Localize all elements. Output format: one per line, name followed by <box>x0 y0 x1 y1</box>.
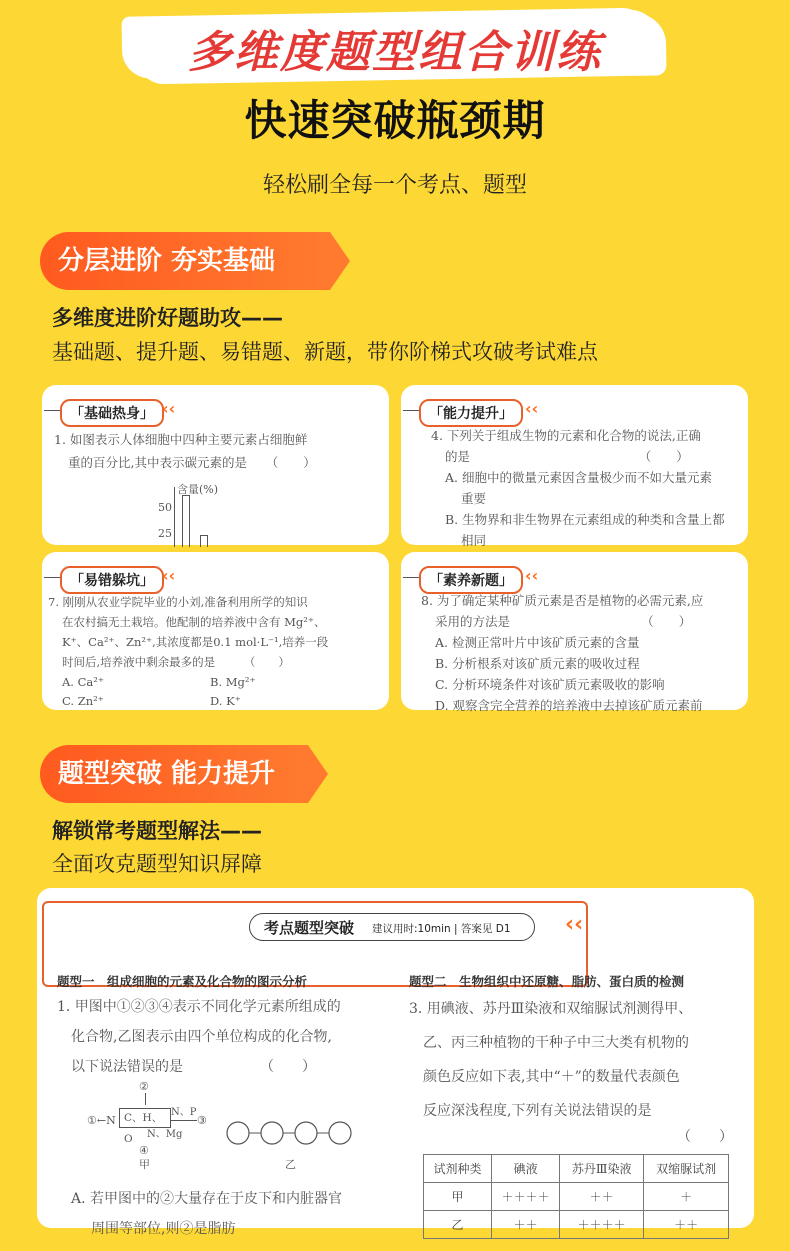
sample-page-card <box>37 888 754 1237</box>
question-line: 的是 （ ） <box>445 449 689 464</box>
option-line: 相同 <box>461 533 487 548</box>
question-line: 采用的方法是 （ ） <box>435 614 692 629</box>
tag-line <box>403 410 419 411</box>
card-tag: 「易错躲坑」 <box>60 566 164 594</box>
diagram-np-label: N、P <box>171 1107 197 1118</box>
double-chevron-left-icon: ‹‹ <box>162 566 176 585</box>
option-d: D. K⁺ <box>210 694 241 708</box>
table-cell: 甲 <box>424 1183 492 1211</box>
option-c: C. 分析环境条件对该矿质元素吸收的影响 <box>435 677 665 692</box>
chart-bar <box>200 535 208 547</box>
card-tag: 「能力提升」 <box>419 399 523 427</box>
tagline: 轻松刷全每一个考点、题型 <box>262 173 527 198</box>
question-line: 1. 如图表示人体细胞中四种主要元素占细胞鲜 <box>54 432 308 447</box>
option-b: B. 分析根系对该矿质元素的吸收过程 <box>435 656 640 671</box>
chart-bar <box>182 495 190 547</box>
question-line: 化合物,乙图表示由四个单位构成的化合物, <box>71 1029 332 1045</box>
diagram-label-4: ④ <box>139 1144 149 1157</box>
question-line: 以下说法错误的是 （ ） <box>71 1059 316 1075</box>
option-line: 重要 <box>461 491 487 506</box>
ribbon-arrow-icon <box>308 745 328 803</box>
diagram-arrow <box>145 1093 146 1105</box>
diagram-caption-yi: 乙 <box>285 1158 296 1171</box>
table-header-cell: 碘液 <box>492 1155 560 1183</box>
double-chevron-left-icon: ‹‹ <box>525 566 539 585</box>
chart-tick: 25 <box>158 527 172 540</box>
box-meta: 建议用时:10min | 答案见 D1 <box>372 923 511 935</box>
option-b: B. Mg²⁺ <box>210 675 256 689</box>
section1-subtitle: 多维度进阶好题助攻—— <box>52 306 283 330</box>
diagram-label-1: ①←N <box>87 1114 116 1127</box>
double-chevron-left-icon: ‹‹ <box>565 912 584 937</box>
option-a-cont: 周围等部位,则②是脂肪 <box>91 1221 236 1237</box>
answer-paren: （ ） <box>677 1129 733 1145</box>
question-line: 在农村搞无土栽培。他配制的培养液中含有 Mg²⁺、 <box>62 615 326 629</box>
card-literacy <box>401 552 748 713</box>
section1-ribbon <box>40 232 340 290</box>
diagram-center-label: C、H、O <box>124 1112 163 1145</box>
card-mistake <box>42 552 389 710</box>
table-header-cell: 双缩脲试剂 <box>644 1155 729 1183</box>
table-cell: 乙 <box>424 1211 492 1239</box>
tag-line <box>403 577 419 578</box>
section2-ribbon <box>40 745 340 803</box>
table-cell: ＋ <box>644 1183 729 1211</box>
section2-description: 全面攻克题型知识屏障 <box>52 852 262 876</box>
question-line: 颜色反应如下表,其中“＋”的数量代表颜色 <box>423 1069 680 1085</box>
table-cell: ＋＋＋＋ <box>492 1183 560 1211</box>
question-line: 3. 用碘液、苏丹Ⅲ染液和双缩脲试剂测得甲、 <box>409 1001 693 1017</box>
question-line: 时间后,培养液中剩余最多的是 （ ） <box>62 655 290 669</box>
table-cell: ＋＋ <box>560 1183 644 1211</box>
table-cell: ＋＋＋＋ <box>560 1211 644 1239</box>
diagram-chain-yi <box>222 1118 362 1148</box>
diagram-nmg-label: N、Mg <box>147 1129 183 1140</box>
brush-title: 多维度题型组合训练 <box>188 27 602 78</box>
option-c: C. Zn²⁺ <box>62 694 104 708</box>
card-improve <box>401 385 748 548</box>
chart-y-axis <box>174 487 175 547</box>
question-line: K⁺、Ca²⁺、Zn²⁺,其浓度都是0.1 mol·L⁻¹,培养一段 <box>62 635 329 649</box>
question-type-2: 题型二 生物组织中还原糖、脂肪、蛋白质的检测 <box>409 974 685 989</box>
question-line: 乙、丙三种植物的干种子中三大类有机物的 <box>423 1035 689 1051</box>
question-line: 8. 为了确定某种矿质元素是否是植物的必需元素,应 <box>421 593 704 608</box>
box-title: 考点题型突破 <box>264 919 355 937</box>
table-header-cell: 试剂种类 <box>424 1155 492 1183</box>
tag-line <box>44 577 60 578</box>
diagram-label-3: ③ <box>197 1114 207 1127</box>
option-line: B. 生物界和非生物界在元素组成的种类和含量上都 <box>445 512 725 527</box>
diagram-caption-jia: 甲 <box>139 1158 150 1171</box>
section-title-box <box>249 913 535 941</box>
question-line: 重的百分比,其中表示碳元素的是 （ ） <box>68 455 316 470</box>
section1-ribbon-label: 分层进阶 夯实基础 <box>40 232 330 290</box>
table-cell: ＋＋ <box>644 1211 729 1239</box>
option-a: A. 若甲图中的②大量存在于皮下和内脏器官 <box>71 1191 343 1207</box>
question-line: 反应深浅程度,下列有关说法错误的是 <box>423 1103 652 1119</box>
double-chevron-left-icon: ‹‹ <box>525 399 539 418</box>
tag-line <box>44 410 60 411</box>
question-line: 1. 甲图中①②③④表示不同化学元素所组成的 <box>57 999 341 1015</box>
diagram-label-2: ② <box>139 1080 149 1093</box>
question-type-1: 题型一 组成细胞的元素及化合物的图示分析 <box>57 974 308 989</box>
section1-description: 基础题、提升题、易错题、新题，带你阶梯式攻破考试难点 <box>52 340 598 364</box>
table-row <box>424 1183 729 1211</box>
table-row <box>424 1211 729 1239</box>
section2-subtitle: 解锁常考题型解法—— <box>52 819 262 843</box>
option-a: A. Ca²⁺ <box>62 675 104 689</box>
card-basic <box>42 385 389 545</box>
section2-ribbon-label: 题型突破 能力提升 <box>40 745 308 803</box>
table-cell: ＋＋ <box>492 1211 560 1239</box>
option-a: A. 检测正常叶片中该矿质元素的含量 <box>435 635 640 650</box>
table-header-cell: 苏丹Ⅲ染液 <box>560 1155 644 1183</box>
question-line: 4. 下列关于组成生物的元素和化合物的说法,正确 <box>431 428 701 443</box>
chart-axis-label: 含量(%) <box>177 483 219 496</box>
headline: 快速突破瓶颈期 <box>244 96 546 145</box>
card-tag: 「基础热身」 <box>60 399 164 427</box>
double-chevron-left-icon: ‹‹ <box>162 399 176 418</box>
table-header-row <box>424 1155 729 1183</box>
chart-tick: 50 <box>158 501 172 514</box>
option-line: A. 细胞中的微量元素因含量极少而不如大量元素 <box>445 470 712 485</box>
results-table <box>423 1154 729 1239</box>
question-line: 7. 刚刚从农业学院毕业的小刘,准备利用所学的知识 <box>48 595 308 609</box>
ribbon-arrow-icon <box>330 232 350 290</box>
card-tag: 「素养新题」 <box>419 566 523 594</box>
option-d: D. 观察含完全营养的培养液中去掉该矿质元素前 <box>435 698 703 713</box>
diagram-arrow <box>171 1120 197 1121</box>
